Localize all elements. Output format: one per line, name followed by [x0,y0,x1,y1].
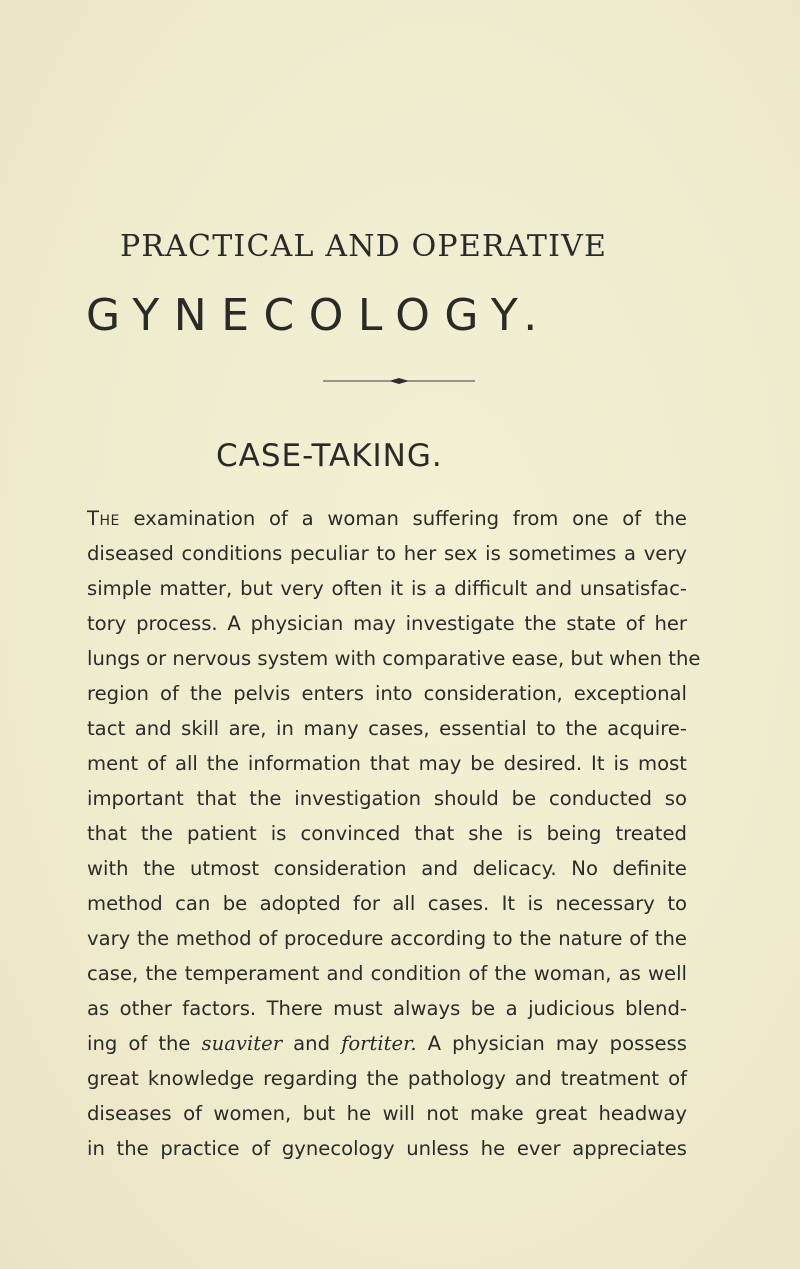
book-title: GYNECOLOGY. [86,290,552,341]
body-paragraph [87,501,701,1166]
line-text: and [282,1032,342,1055]
paragraph-line: diseases of women, but he will not make great headway [87,1102,687,1125]
paragraph-line: as other factors. There must always be a judicious blend- [87,997,687,1020]
paragraph-line: tact and skill are, in many cases, essential to the acquire- [87,717,687,740]
ornament-divider-icon [323,376,475,386]
paragraph-line: that the patient is convinced that she is being treated [87,822,687,845]
latin-term-suaviter: suaviter [201,1032,283,1055]
latin-term-fortiter: fortiter. [341,1032,417,1055]
paragraph-line: simple matter, but very often it is a difficult and unsatisfac- [87,577,687,600]
line-text: examination of a woman suffering from one of the [119,507,687,530]
line-text: A physician may possess [416,1032,687,1055]
lead-word: The [87,507,120,530]
paragraph-line: vary the method of procedure according to the nature of the [87,927,687,950]
section-heading: CASE-TAKING. [216,438,443,474]
paragraph-line: lungs or nervous system with comparative ease, but when the [87,647,701,670]
paragraph-line [87,501,687,536]
paragraph-line: in the practice of gynecology unless he ever appreciates [87,1137,687,1160]
line-text: ing of the [87,1032,202,1055]
paragraph-line: region of the pelvis enters into consideration, exceptional [87,682,687,705]
paragraph-line: tory process. A physician may investigate the state of her [87,612,687,635]
paragraph-line: diseased conditions peculiar to her sex is sometimes a very [87,542,687,565]
paragraph-line: great knowledge regarding the pathology and treatment of [87,1067,687,1090]
paragraph-line: with the utmost consideration and delicacy. No definite [87,857,687,880]
book-supertitle: PRACTICAL AND OPERATIVE [120,229,608,264]
paragraph-line: ment of all the information that may be desired. It is most [87,752,687,775]
paragraph-line: method can be adopted for all cases. It is necessary to [87,892,687,915]
paragraph-line [87,1026,687,1061]
paragraph-line: important that the investigation should be conducted so [87,787,687,810]
paragraph-line: case, the temperament and condition of the woman, as well [87,962,687,985]
